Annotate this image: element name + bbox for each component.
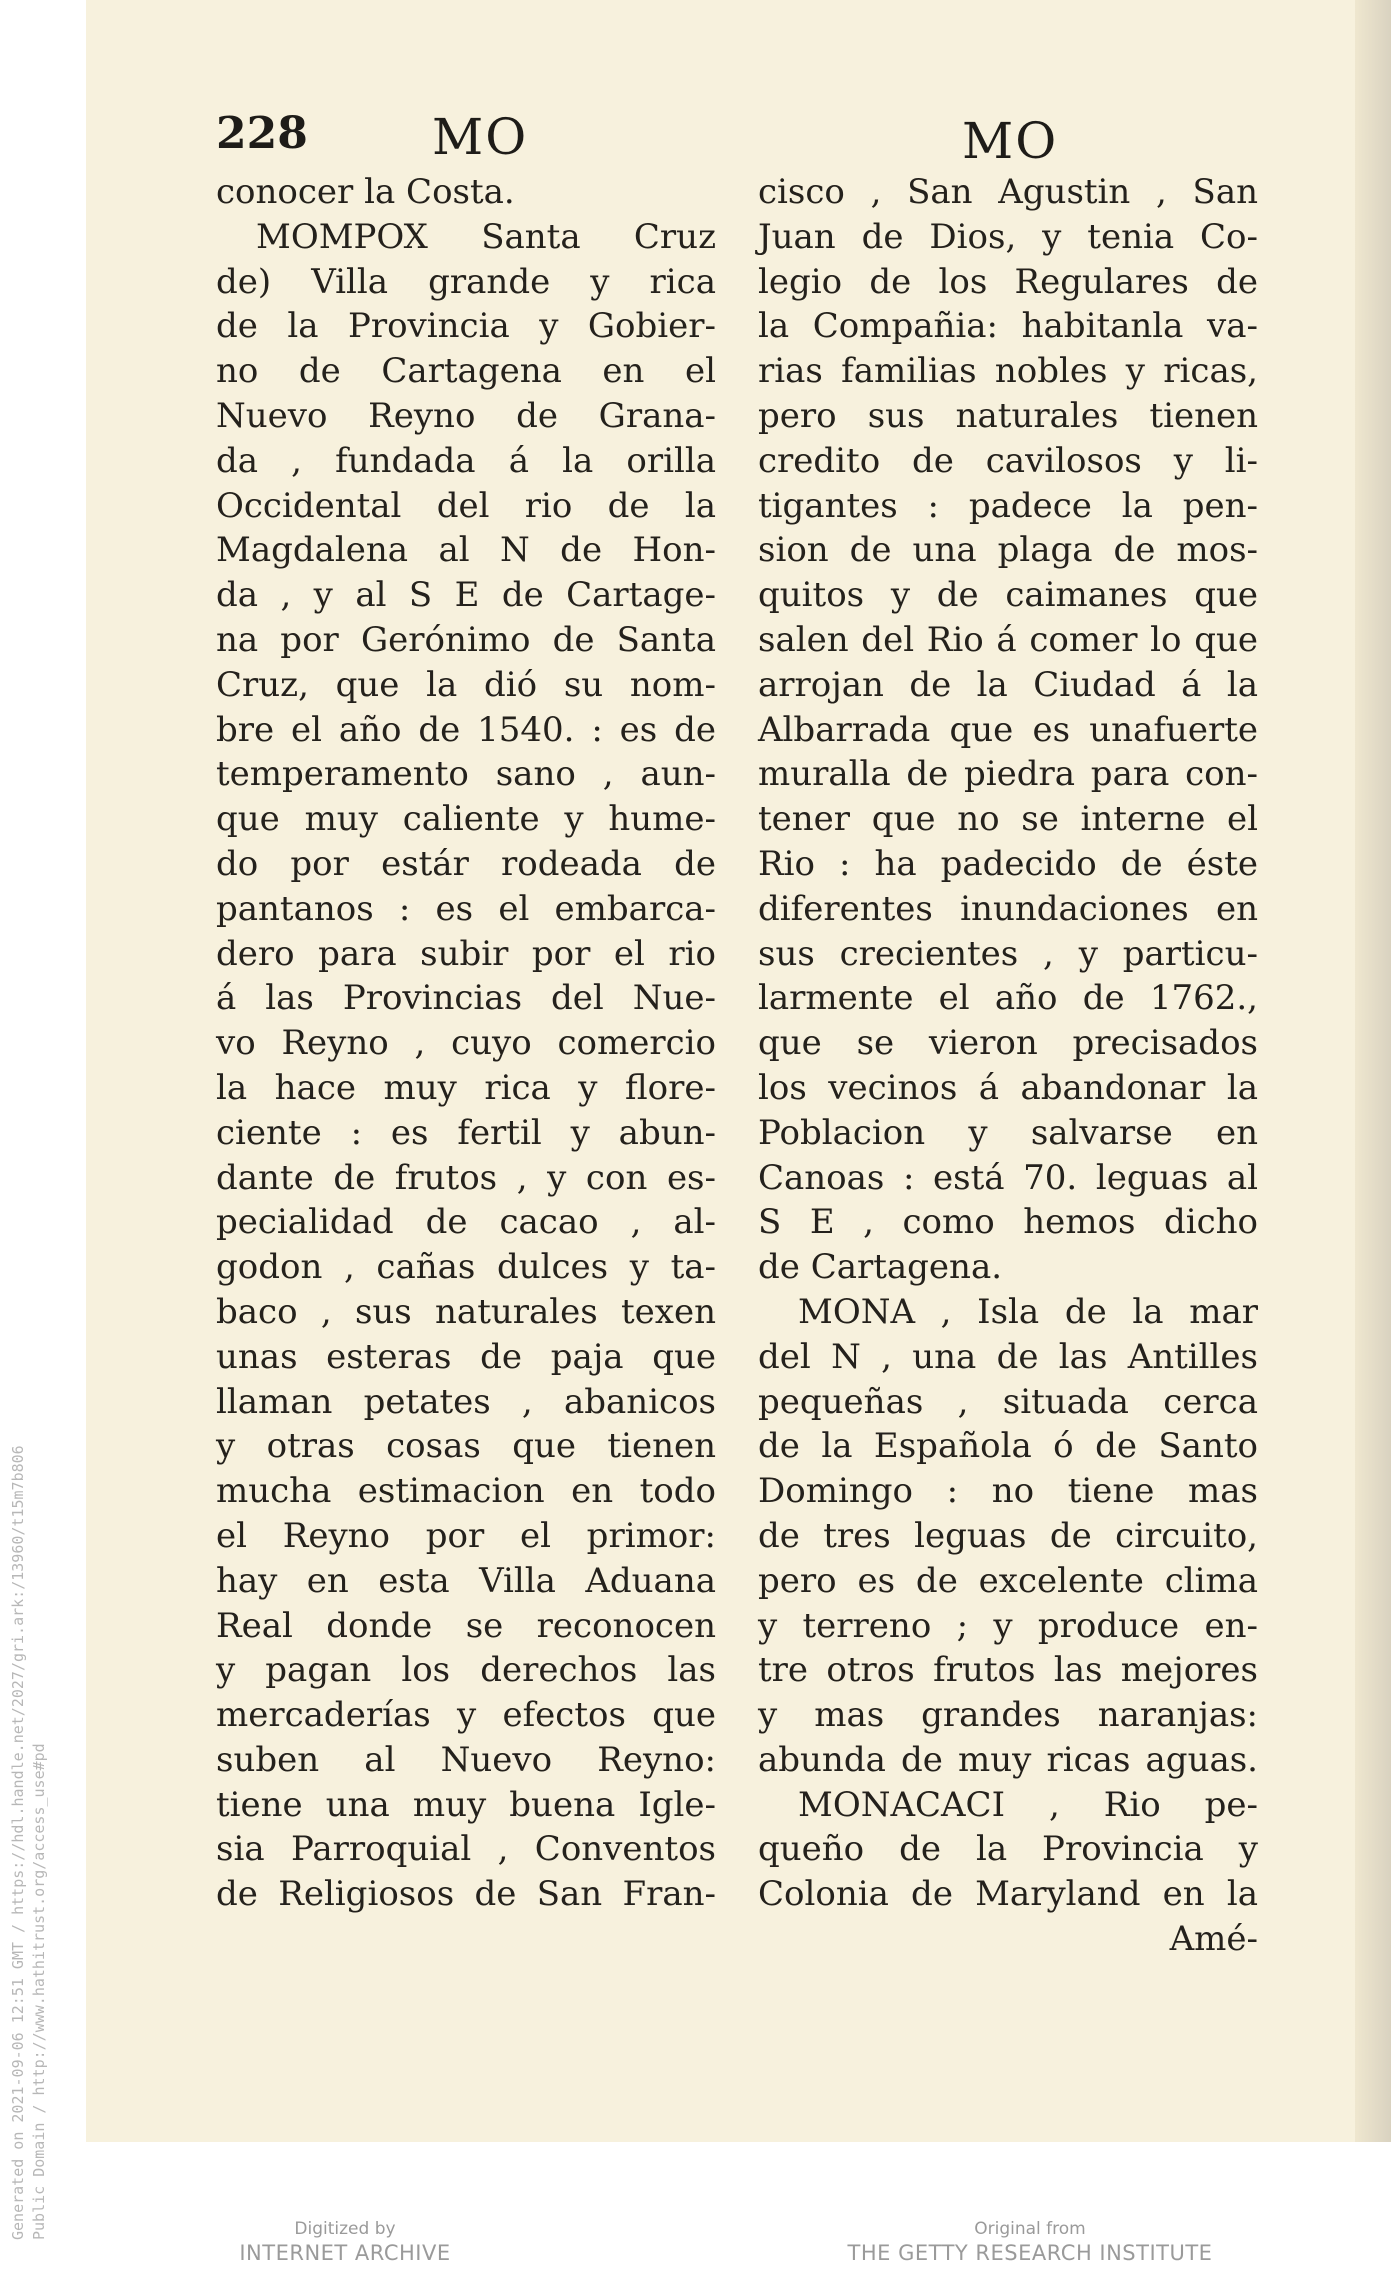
text-line: Poblacion y salvarse en — [758, 1112, 1258, 1153]
text-line: que muy caliente y hume- — [216, 799, 716, 840]
text-line: de Cartagena. — [758, 1247, 1003, 1288]
text-line: hay en esta Villa Aduana — [216, 1560, 716, 1601]
text-line: de la Provincia y Gobier- — [216, 306, 716, 347]
getty-institute-label: THE GETTY RESEARCH INSTITUTE — [847, 2241, 1213, 2265]
page-edge — [1355, 0, 1391, 2142]
text-line: llaman petates , abanicos — [216, 1381, 716, 1422]
watermark-line-2: Public Domain / http://www.hathitrust.org/access_use#pd — [30, 1743, 48, 2240]
text-line: conocer la Costa. — [216, 172, 515, 212]
text-line: da , y al S E de Cartage- — [216, 575, 716, 616]
text-line: sion de una plaga de mos- — [758, 530, 1258, 571]
text-line: MONACACI , Rio pe- — [798, 1784, 1258, 1825]
text-line: Amé- — [1169, 1919, 1258, 1960]
text-line: de Religiosos de San Fran- — [216, 1874, 716, 1915]
text-line: la hace muy rica y flore- — [216, 1067, 716, 1108]
running-head-right: MO — [962, 112, 1059, 170]
text-line: tener que no se interne el — [758, 799, 1258, 840]
page-number: 228 — [216, 108, 308, 159]
left-text-column — [216, 170, 716, 1917]
text-line: godon , cañas dulces y ta- — [216, 1247, 716, 1288]
text-line: mercaderías y efectos que — [216, 1695, 716, 1736]
text-line: pero sus naturales tienen — [758, 395, 1258, 436]
text-line: arrojan de la Ciudad á la — [758, 664, 1258, 705]
text-line: del N , una de las Antilles — [758, 1336, 1258, 1377]
text-line: quitos y de caimanes que — [758, 575, 1258, 616]
text-line: na por Gerónimo de Santa — [216, 619, 716, 660]
text-line: Real donde se reconocen — [216, 1605, 716, 1646]
text-line: Magdalena al N de Hon- — [216, 530, 716, 571]
digitized-by-credit — [185, 2218, 505, 2266]
watermark-line-1: Generated on 2021-09-06 12:51 GMT / https://hdl.handle.net/2027/gri.ark:/13960/t15m7b806 — [9, 1445, 27, 2240]
text-line: cisco , San Agustin , San — [758, 172, 1258, 212]
text-line: Juan de Dios, y tenia Co- — [758, 216, 1258, 257]
text-line: Canoas : está 70. leguas al — [758, 1157, 1258, 1198]
text-line: tre otros frutos las mejores — [758, 1650, 1258, 1691]
text-line: temperamento sano , aun- — [216, 754, 716, 795]
text-line: abunda de muy ricas aguas. — [758, 1739, 1258, 1780]
text-line: Cruz, que la dió su nom- — [216, 664, 716, 705]
text-line: suben al Nuevo Reyno: — [216, 1739, 716, 1780]
running-head-left: MO — [432, 108, 529, 166]
text-line: rias familias nobles y ricas, — [758, 351, 1258, 392]
original-from-credit — [830, 2218, 1230, 2266]
text-line: pequeñas , situada cerca — [758, 1381, 1258, 1422]
text-line: y otras cosas que tienen — [216, 1426, 716, 1467]
text-line: dero para subir por el rio — [216, 933, 716, 974]
text-line: baco , sus naturales texen — [216, 1291, 716, 1332]
text-line: Occidental del rio de la — [216, 485, 716, 526]
text-line: da , fundada á la orilla — [216, 440, 716, 481]
text-line: MONA , Isla de la mar — [798, 1291, 1258, 1332]
text-line: salen del Rio á comer lo que — [758, 619, 1258, 660]
text-line: legio de los Regulares de — [758, 261, 1258, 302]
text-line: Colonia de Maryland en la — [758, 1874, 1258, 1915]
text-line: sus crecientes , y particu- — [758, 933, 1258, 974]
text-line: bre el año de 1540. : es de — [216, 709, 716, 750]
text-line: diferentes inundaciones en — [758, 888, 1258, 929]
text-line: larmente el año de 1762., — [758, 978, 1258, 1019]
text-line: vo Reyno , cuyo comercio — [216, 1023, 716, 1064]
text-line: ciente : es fertil y abun- — [216, 1112, 716, 1153]
internet-archive-label: INTERNET ARCHIVE — [239, 2241, 451, 2265]
text-line: no de Cartagena en el — [216, 351, 716, 392]
text-line: credito de cavilosos y li- — [758, 440, 1258, 481]
text-line: el Reyno por el primor: — [216, 1515, 716, 1556]
text-line: de tres leguas de circuito, — [758, 1515, 1258, 1556]
text-line: pecialidad de cacao , al- — [216, 1202, 716, 1243]
text-line: dante de frutos , y con es- — [216, 1157, 716, 1198]
text-line: á las Provincias del Nue- — [216, 978, 716, 1019]
text-line: pantanos : es el embarca- — [216, 888, 716, 929]
text-line: tiene una muy buena Igle- — [216, 1784, 716, 1825]
text-line: muralla de piedra para con- — [758, 754, 1258, 795]
text-line: y pagan los derechos las — [216, 1650, 716, 1691]
text-line: Domingo : no tiene mas — [758, 1471, 1258, 1512]
text-line: queño de la Provincia y — [758, 1829, 1258, 1870]
text-line: los vecinos á abandonar la — [758, 1067, 1258, 1108]
text-line: Nuevo Reyno de Grana- — [216, 395, 716, 436]
text-line: pero es de excelente clima — [758, 1560, 1258, 1601]
right-text-column — [758, 170, 1258, 1962]
text-line: de) Villa grande y rica — [216, 261, 716, 302]
text-line: de la Española ó de Santo — [758, 1426, 1258, 1467]
original-from-label: Original from — [974, 2219, 1086, 2239]
text-line: tigantes : padece la pen- — [758, 485, 1258, 526]
text-line: y mas grandes naranjas: — [758, 1695, 1258, 1736]
text-line: Albarrada que es unafuerte — [758, 709, 1258, 750]
text-line: do por estár rodeada de — [216, 843, 716, 884]
digitized-by-label: Digitized by — [294, 2219, 396, 2239]
text-line: sia Parroquial , Conventos — [216, 1829, 716, 1870]
text-line: mucha estimacion en todo — [216, 1471, 716, 1512]
text-line: MOMPOX Santa Cruz — [256, 216, 716, 257]
text-line: Rio : ha padecido de éste — [758, 843, 1258, 884]
text-line: la Compañia: habitanla va- — [758, 306, 1258, 347]
text-line: que se vieron precisados — [758, 1023, 1258, 1064]
text-line: S E , como hemos dicho — [758, 1202, 1258, 1243]
text-line: unas esteras de paja que — [216, 1336, 716, 1377]
text-line: y terreno ; y produce en- — [758, 1605, 1258, 1646]
hathitrust-watermark — [8, 1445, 50, 2240]
